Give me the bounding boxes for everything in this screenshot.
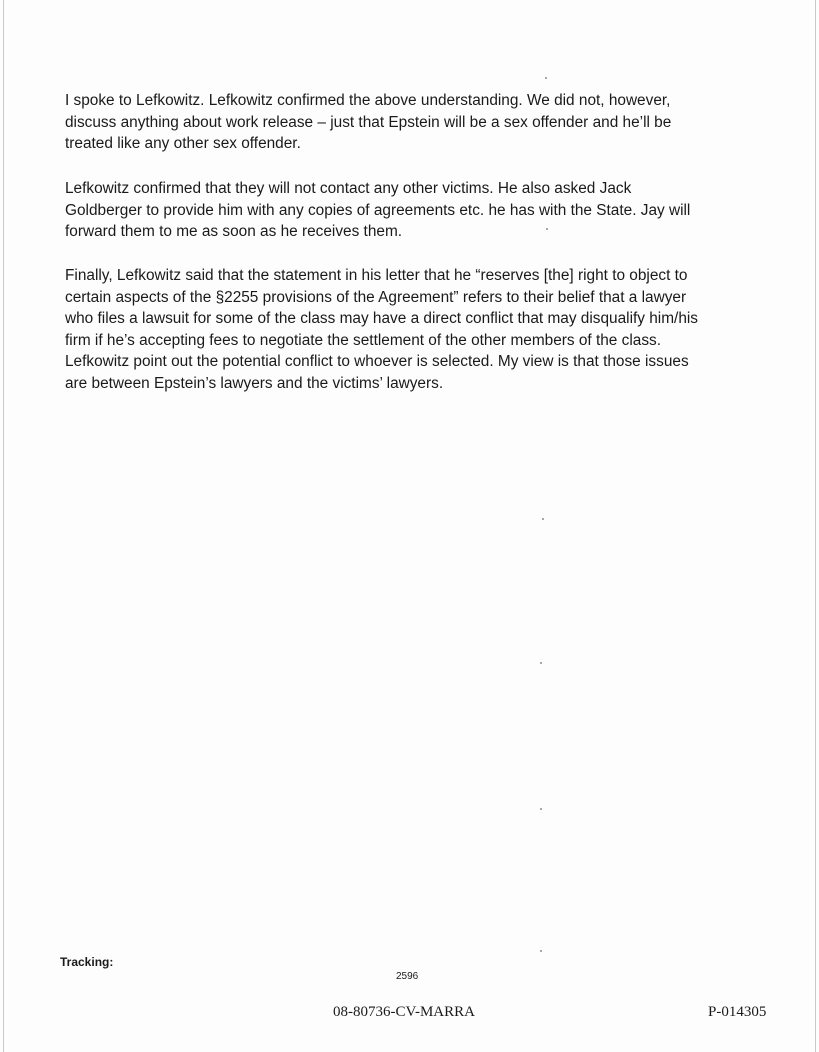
scan-speck	[542, 518, 544, 520]
case-number: 08-80736-CV-MARRA	[333, 1004, 475, 1020]
scan-edge-right	[815, 0, 816, 1052]
text-line: Lefkowitz confirmed that they will not contact any other victims. He also asked Jack	[65, 180, 632, 197]
bates-number: P-014305	[708, 1004, 767, 1020]
scan-speck	[546, 228, 548, 230]
scan-speck	[540, 662, 542, 664]
scan-speck	[540, 950, 542, 952]
text-line: firm if he’s accepting fees to negotiate the settlement of the other members of the class.	[65, 331, 661, 349]
tracking-label: Tracking:	[60, 955, 114, 969]
text-line: Finally, Lefkowitz said that the statement in his letter that he “reserves [the] right to object to	[65, 267, 688, 284]
text-line: I spoke to Lefkowitz. Lefkowitz confirmed the above understanding. We did not, however,	[65, 92, 671, 109]
scan-edge-left	[3, 0, 4, 1052]
text-line: certain aspects of the §2255 provisions of the Agreement” refers to their belief that a lawyer	[65, 288, 687, 306]
text-line: treated like any other sex offender.	[65, 135, 301, 152]
paragraph-lefkowitz-confirmation	[65, 90, 755, 155]
text-line: discuss anything about work release – just that Epstein will be a sex offender and he’ll be	[65, 113, 672, 131]
text-line: Goldberger to provide him with any copies of agreements etc. he has with the State. Jay will	[65, 201, 691, 219]
text-line: forward them to me as soon as he receives them.	[65, 223, 403, 240]
paragraph-2255-provisions	[65, 265, 755, 394]
text-line: are between Epstein’s lawyers and the victims’ lawyers.	[65, 374, 444, 392]
text-line: who files a lawsuit for some of the class may have a direct conflict that may disqualify him/his	[65, 310, 698, 327]
scan-speck	[540, 808, 542, 810]
paragraph-victims-contact	[65, 178, 755, 243]
page-number: 2596	[396, 971, 419, 982]
text-line: Lefkowitz point out the potential conflict to whoever is selected. My view is that those issues	[65, 353, 689, 370]
scan-speck	[545, 77, 547, 79]
